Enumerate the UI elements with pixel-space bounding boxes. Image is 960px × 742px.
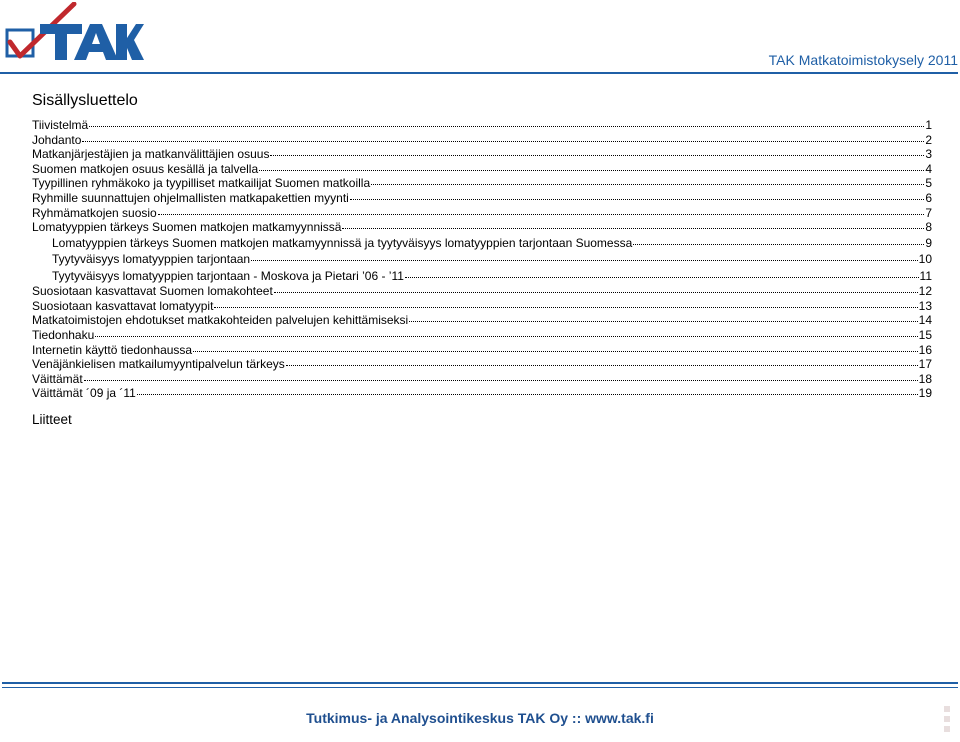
toc-entry-page: 10 (918, 252, 932, 267)
toc-entry[interactable] (32, 235, 932, 252)
tak-logo[interactable] (4, 2, 144, 66)
toc-dot-leader (371, 174, 924, 185)
toc-entry-page: 5 (925, 176, 932, 191)
toc-dot-leader (286, 355, 918, 366)
toc-dot-leader (405, 267, 919, 278)
appendix-heading: Liitteet (32, 412, 72, 427)
toc-entry-title: Venäjänkielisen matkailumyyntipalvelun tärkeys (32, 357, 285, 372)
footer-decoration (942, 706, 952, 736)
toc-entry-page: 18 (918, 371, 932, 386)
toc-entry-page: 9 (925, 235, 932, 250)
footer-link[interactable]: Tutkimus- ja Analysointikeskus TAK Oy :: www.tak.fi (306, 710, 654, 726)
toc-entry-title: Tyytyväisyys lomatyyppien tarjontaan (52, 252, 251, 267)
toc-dot-leader (251, 250, 918, 261)
toc-entry-title: Lomatyyppien tärkeys Suomen matkojen matkamyynnissä ja tyytyväisyys lomatyyppien tarjontaan Suomessa (52, 235, 633, 250)
toc-entry[interactable] (32, 220, 932, 235)
toc-entry-page: 7 (925, 205, 932, 220)
toc-dot-leader (259, 160, 924, 171)
toc-dot-leader (350, 189, 924, 200)
toc-entry-page: 12 (918, 284, 932, 299)
toc-entry[interactable] (32, 251, 932, 268)
toc-entry-title: Suosiotaan kasvattavat Suomen lomakohteet (32, 284, 273, 299)
toc-entry-title: Tyytyväisyys lomatyyppien tarjontaan - Moskova ja Pietari ’06 - ’11 (52, 268, 404, 283)
report-title: TAK Matkatoimistokysely 2011 (768, 52, 958, 68)
toc-entry-page: 16 (918, 342, 932, 357)
toc-entry-page: 14 (918, 313, 932, 328)
toc-entry-title: Matkatoimistojen ehdotukset matkakohteiden palvelujen kehittämiseksi (32, 313, 409, 328)
toc-dot-leader (89, 116, 924, 127)
toc-heading: Sisällysluettelo (32, 92, 138, 109)
toc-entry-page: 8 (925, 220, 932, 235)
footer-divider-thin (2, 687, 958, 688)
toc-entry-page: 1 (925, 118, 932, 132)
toc-dot-leader (82, 131, 924, 142)
toc-entry-title: Matkanjärjestäjien ja matkanvälittäjien osuus (32, 147, 270, 162)
toc-entry-page: 4 (925, 161, 932, 176)
toc-entry-title: Ryhmille suunnattujen ohjelmallisten matkapakettien myynti (32, 190, 349, 205)
toc-dot-leader (193, 341, 918, 352)
toc-entry-title: Tiivistelmä (32, 118, 89, 132)
toc-entry-page: 2 (925, 132, 932, 147)
toc-entry[interactable] (32, 386, 932, 401)
toc-dot-leader (274, 282, 918, 293)
toc-entry-title: Väittämät ´09 ja ´11 (32, 386, 136, 401)
toc-dot-leader (158, 204, 925, 215)
toc-entry-title: Suomen matkojen osuus kesällä ja talvella (32, 161, 259, 176)
footer-divider (2, 682, 958, 684)
toc-dot-leader (137, 384, 918, 395)
toc-entry-title: Tyypillinen ryhmäkoko ja tyypilliset matkailijat Suomen matkoilla (32, 176, 371, 191)
toc-entry-title: Tiedonhaku (32, 328, 95, 343)
toc-entry-page: 11 (919, 268, 932, 283)
toc-entry-page: 15 (918, 328, 932, 343)
toc-entry-title: Johdanto (32, 132, 82, 147)
toc-entry-title: Lomatyyppien tärkeys Suomen matkojen matkamyynnissä (32, 220, 342, 235)
toc-dot-leader (270, 145, 924, 156)
toc-dot-leader (342, 218, 924, 229)
toc-entry-page: 19 (918, 386, 932, 401)
toc-entry-page: 17 (918, 357, 932, 372)
toc-entry-page: 3 (925, 147, 932, 162)
toc-dot-leader (214, 297, 917, 308)
toc-dot-leader (95, 326, 917, 337)
toc-dot-leader (633, 234, 924, 245)
toc-entry-title: Ryhmämatkojen suosio (32, 205, 157, 220)
toc-entry-title: Väittämät (32, 371, 83, 386)
toc-entry-page: 6 (925, 190, 932, 205)
header-divider (0, 72, 958, 74)
toc-entry-title: Internetin käyttö tiedonhaussa (32, 342, 193, 357)
toc-dot-leader (409, 311, 917, 322)
toc-dot-leader (84, 370, 918, 381)
toc-entry-page: 13 (918, 298, 932, 313)
toc-list (32, 118, 932, 401)
toc-entry-title: Suosiotaan kasvattavat lomatyypit (32, 298, 214, 313)
